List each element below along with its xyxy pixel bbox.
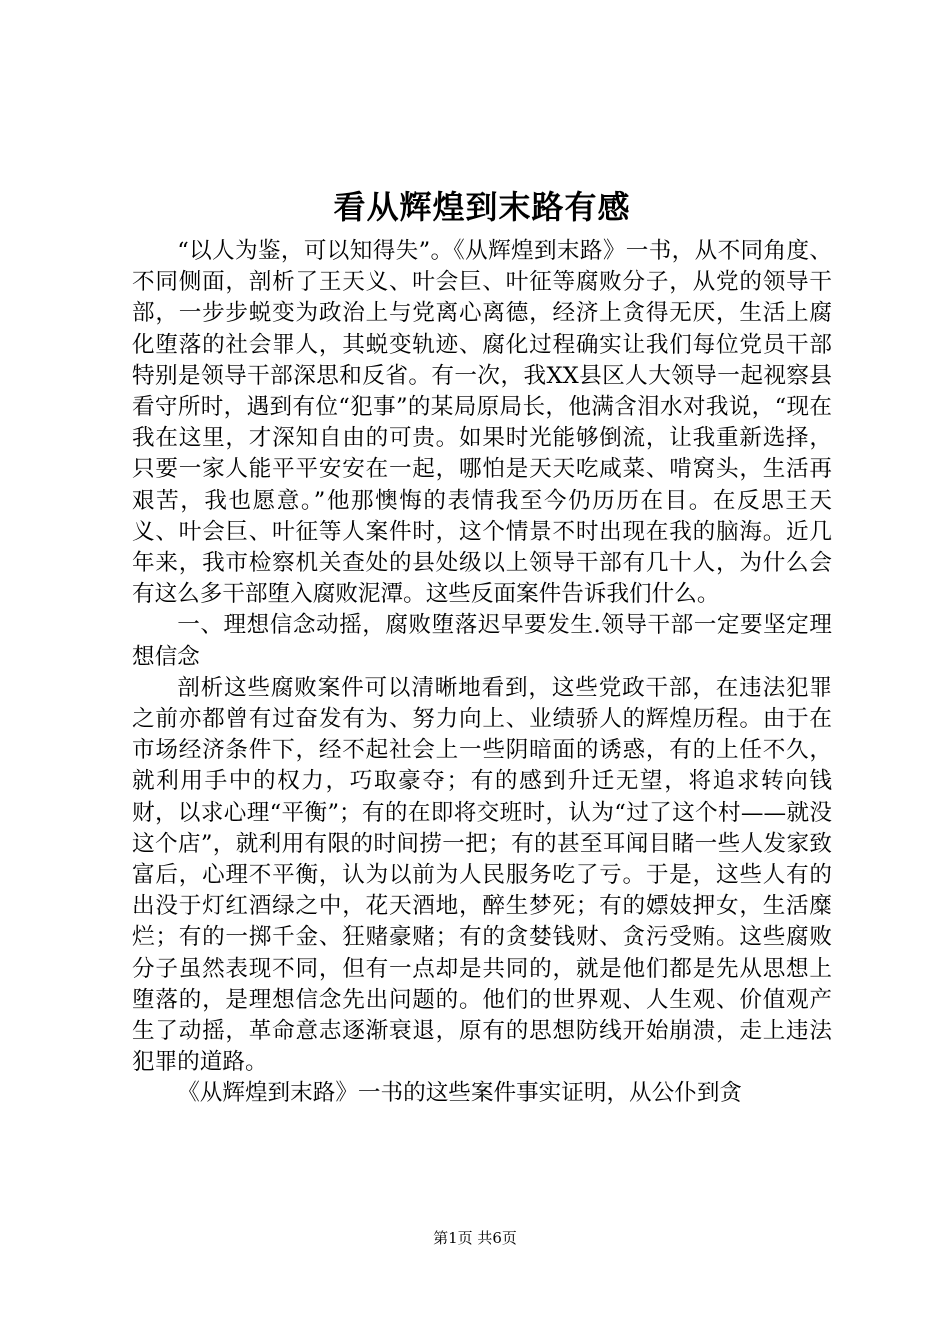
paragraph-continuation: 《从辉煌到末路》一书的这些案件事实证明，从公仆到贪 [177, 1080, 743, 1107]
document-page [132, 178, 832, 1110]
paragraph-intro: “以人为鉴，可以知得失”。《从辉煌到末路》一书，从不同角度、不同侧面，剖析了王天义、叶会巨、叶征等腐败分子，从党的领导干部，一步步蜕变为政治上与党离心离德，经济上贪得无厌，生活上腐化堕落的社会罪人，其蜕变轨迹、腐化过程确实让我们每位党员干部特别是领导干部深思和反省。有一次，我XX县区人大领导一起视察县看守所时，遇到有位“犯事”的某局原局长，他满含泪水对我说，“现在我在这里，才深知自由的可贵。如果时光能够倒流，让我重新选择，只要一家人能平平安安在一起，哪怕是天天吃咸菜、啃窝头，生活再艰苦，我也愿意。”他那懊悔的表情我至今仍历历在目。在反思王天义、叶会巨、叶征等人案件时，这个情景不时出现在我的脑海。近几年来，我市检察机关查处的县处级以上领导干部有几十人，为什么会有这么多干部堕入腐败泥潭。这些反面案件告诉我们什么。 [132, 238, 832, 608]
document-body [132, 236, 832, 1110]
page-footer: 第1页 共6页 [433, 1229, 517, 1247]
paragraph-analysis: 剖析这些腐败案件可以清晰地看到，这些党政干部，在违法犯罪之前亦都曾有过奋发有为、努力向上、业绩骄人的辉煌历程。由于在市场经济条件下，经不起社会上一些阴暗面的诱惑，有的上任不久，就利用手中的权力，巧取豪夺；有的感到升迁无望，将追求转向钱财，以求心理“平衡”；有的在即将交班时，认为“过了这个村——就没这个店”，就利用有限的时间捞一把；有的甚至耳闻目睹一些人发家致富后，心理不平衡，认为以前为人民服务吃了亏。于是，这些人有的出没于灯红酒绿之中，花天酒地，醉生梦死；有的嫖妓押女，生活糜烂；有的一掷千金、狂赌豪赌；有的贪婪钱财、贪污受贿。这些腐败分子虽然表现不同，但有一点却是共同的，就是他们都是先从思想上堕落的，是理想信念先出问题的。他们的世界观、人生观、价值观产生了动摇，革命意志逐渐衰退，原有的思想防线开始崩溃，走上违法犯罪的道路。 [132, 674, 832, 1076]
section-heading-1: 一、理想信念动摇，腐败堕落迟早要发生.领导干部一定要坚定理想信念 [132, 612, 832, 670]
document-title: 看从辉煌到末路有感 [333, 188, 631, 226]
